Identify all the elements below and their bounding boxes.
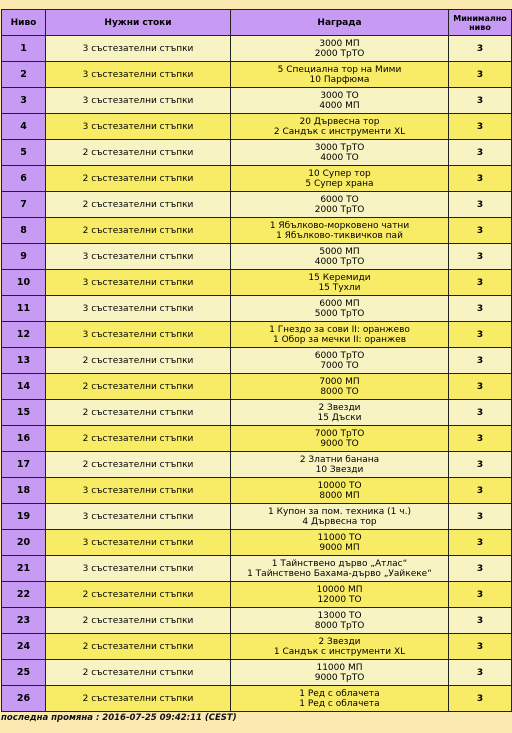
level-cell: 17 xyxy=(2,452,46,478)
reward-cell xyxy=(231,426,449,452)
reward-line: 2 Звезди xyxy=(318,636,361,647)
table-row xyxy=(2,36,512,62)
goods-cell: 2 състезателни стъпки xyxy=(46,140,231,166)
rewards-table xyxy=(1,9,512,712)
reward-cell xyxy=(231,530,449,556)
min-level-cell: 3 xyxy=(449,478,512,504)
reward-line: 2000 ТрТО xyxy=(314,48,365,59)
level-cell: 8 xyxy=(2,218,46,244)
level-cell: 10 xyxy=(2,270,46,296)
goods-cell: 2 състезателни стъпки xyxy=(46,218,231,244)
reward-cell xyxy=(231,504,449,530)
reward-line: 15 Тухли xyxy=(318,282,361,293)
table-row xyxy=(2,478,512,504)
reward-line: 6000 ТрТО xyxy=(314,350,365,361)
reward-cell xyxy=(231,270,449,296)
reward-cell xyxy=(231,374,449,400)
level-cell: 16 xyxy=(2,426,46,452)
reward-cell xyxy=(231,114,449,140)
table-body xyxy=(2,36,512,712)
reward-line: 4000 ТрТО xyxy=(314,256,365,267)
min-level-cell: 3 xyxy=(449,400,512,426)
reward-line: 7000 ТО xyxy=(320,360,359,371)
level-cell: 3 xyxy=(2,88,46,114)
level-cell: 13 xyxy=(2,348,46,374)
level-cell: 18 xyxy=(2,478,46,504)
min-level-cell: 3 xyxy=(449,608,512,634)
reward-cell xyxy=(231,686,449,712)
min-level-cell: 3 xyxy=(449,218,512,244)
table-row xyxy=(2,660,512,686)
table-row xyxy=(2,556,512,582)
reward-line: 7000 МП xyxy=(319,376,360,387)
table-row xyxy=(2,218,512,244)
reward-line: 20 Дървесна тор xyxy=(299,116,380,127)
level-cell: 1 xyxy=(2,36,46,62)
reward-line: 5 Специална тор на Мими xyxy=(277,64,402,75)
reward-line: 4000 ТО xyxy=(320,152,359,163)
reward-line: 1 Ябълково-тиквичков пай xyxy=(276,230,403,241)
reward-cell xyxy=(231,192,449,218)
min-level-cell: 3 xyxy=(449,426,512,452)
reward-cell xyxy=(231,348,449,374)
header-goods: Нужни стоки xyxy=(46,10,231,36)
min-level-cell: 3 xyxy=(449,140,512,166)
goods-cell: 2 състезателни стъпки xyxy=(46,426,231,452)
goods-cell: 2 състезателни стъпки xyxy=(46,608,231,634)
level-cell: 4 xyxy=(2,114,46,140)
table-row xyxy=(2,348,512,374)
goods-cell: 3 състезателни стъпки xyxy=(46,62,231,88)
table-row xyxy=(2,140,512,166)
min-level-cell: 3 xyxy=(449,556,512,582)
reward-cell xyxy=(231,582,449,608)
reward-cell xyxy=(231,62,449,88)
header-reward: Награда xyxy=(231,10,449,36)
reward-line: 5 Супер храна xyxy=(305,178,374,189)
goods-cell: 3 състезателни стъпки xyxy=(46,88,231,114)
reward-line: 3000 ТО xyxy=(320,90,359,101)
reward-line: 1 Сандък с инструменти XL xyxy=(273,646,406,657)
reward-cell xyxy=(231,166,449,192)
level-cell: 21 xyxy=(2,556,46,582)
level-cell: 2 xyxy=(2,62,46,88)
level-cell: 22 xyxy=(2,582,46,608)
table-row xyxy=(2,244,512,270)
goods-cell: 2 състезателни стъпки xyxy=(46,400,231,426)
reward-line: 15 Дъски xyxy=(317,412,362,423)
reward-line: 6000 МП xyxy=(319,298,360,309)
reward-line: 3000 МП xyxy=(319,38,360,49)
goods-cell: 2 състезателни стъпки xyxy=(46,452,231,478)
table-row xyxy=(2,530,512,556)
reward-line: 1 Тайнствено дърво „Атлас“ xyxy=(271,558,408,569)
goods-cell: 3 състезателни стъпки xyxy=(46,36,231,62)
table-row xyxy=(2,400,512,426)
level-cell: 11 xyxy=(2,296,46,322)
reward-line: 8000 ТО xyxy=(320,386,359,397)
level-cell: 15 xyxy=(2,400,46,426)
reward-cell xyxy=(231,296,449,322)
min-level-cell: 3 xyxy=(449,192,512,218)
level-cell: 25 xyxy=(2,660,46,686)
reward-cell xyxy=(231,36,449,62)
reward-line: 13000 ТО xyxy=(317,610,362,621)
reward-cell xyxy=(231,660,449,686)
goods-cell: 2 състезателни стъпки xyxy=(46,660,231,686)
table-row xyxy=(2,582,512,608)
reward-line: 1 Обор за мечки II: оранжев xyxy=(272,334,407,345)
goods-cell: 2 състезателни стъпки xyxy=(46,686,231,712)
reward-cell xyxy=(231,244,449,270)
min-level-cell: 3 xyxy=(449,296,512,322)
min-level-cell: 3 xyxy=(449,452,512,478)
min-level-cell: 3 xyxy=(449,504,512,530)
table-row xyxy=(2,192,512,218)
level-cell: 23 xyxy=(2,608,46,634)
reward-line: 9000 ТО xyxy=(320,438,359,449)
min-level-cell: 3 xyxy=(449,530,512,556)
goods-cell: 3 състезателни стъпки xyxy=(46,244,231,270)
reward-line: 11000 ТО xyxy=(317,532,362,543)
min-level-cell: 3 xyxy=(449,634,512,660)
reward-cell xyxy=(231,608,449,634)
reward-line: 15 Керемиди xyxy=(308,272,371,283)
reward-line: 9000 МП xyxy=(319,542,360,553)
reward-line: 7000 ТрТО xyxy=(314,428,365,439)
level-cell: 26 xyxy=(2,686,46,712)
reward-line: 1 Ябълково-морковено чатни xyxy=(269,220,410,231)
table-row xyxy=(2,270,512,296)
reward-line: 1 Ред с облачета xyxy=(299,698,380,709)
level-cell: 6 xyxy=(2,166,46,192)
min-level-cell: 3 xyxy=(449,374,512,400)
goods-cell: 3 състезателни стъпки xyxy=(46,556,231,582)
reward-line: 1 Тайнствено Бахама-дърво „Уайкеке“ xyxy=(247,568,432,579)
min-level-cell: 3 xyxy=(449,36,512,62)
header-level: Ниво xyxy=(2,10,46,36)
goods-cell: 3 състезателни стъпки xyxy=(46,504,231,530)
min-level-cell: 3 xyxy=(449,270,512,296)
reward-line: 2 Сандък с инструменти XL xyxy=(273,126,406,137)
goods-cell: 2 състезателни стъпки xyxy=(46,348,231,374)
reward-line: 1 Гнездо за сови II: оранжево xyxy=(269,324,410,335)
min-level-cell: 3 xyxy=(449,166,512,192)
min-level-cell: 3 xyxy=(449,660,512,686)
goods-cell: 2 състезателни стъпки xyxy=(46,634,231,660)
reward-line: 10 Парфюма xyxy=(309,74,370,85)
goods-cell: 3 състезателни стъпки xyxy=(46,114,231,140)
reward-line: 2000 ТрТО xyxy=(314,204,365,215)
reward-line: 11000 МП xyxy=(316,662,363,673)
reward-cell xyxy=(231,634,449,660)
table-row xyxy=(2,62,512,88)
reward-line: 1 Ред с облачета xyxy=(299,688,380,699)
level-cell: 7 xyxy=(2,192,46,218)
reward-cell xyxy=(231,140,449,166)
last-change-note: последна промяна : 2016-07-25 09:42:11 (CEST) xyxy=(1,713,237,723)
min-level-cell: 3 xyxy=(449,62,512,88)
reward-line: 10000 ТО xyxy=(317,480,362,491)
goods-cell: 3 състезателни стъпки xyxy=(46,530,231,556)
min-level-cell: 3 xyxy=(449,348,512,374)
reward-line: 2 Златни банана xyxy=(299,454,380,465)
table-row xyxy=(2,166,512,192)
table-row xyxy=(2,452,512,478)
min-level-cell: 3 xyxy=(449,322,512,348)
goods-cell: 3 състезателни стъпки xyxy=(46,296,231,322)
table-header-row xyxy=(2,10,512,36)
level-cell: 20 xyxy=(2,530,46,556)
reward-line: 5000 МП xyxy=(319,246,360,257)
goods-cell: 3 състезателни стъпки xyxy=(46,322,231,348)
table-row xyxy=(2,608,512,634)
min-level-cell: 3 xyxy=(449,686,512,712)
goods-cell: 2 състезателни стъпки xyxy=(46,192,231,218)
table-row xyxy=(2,426,512,452)
min-level-cell: 3 xyxy=(449,582,512,608)
table-row xyxy=(2,322,512,348)
goods-cell: 2 състезателни стъпки xyxy=(46,582,231,608)
reward-line: 10 Звезди xyxy=(315,464,364,475)
level-cell: 14 xyxy=(2,374,46,400)
reward-line: 8000 ТрТО xyxy=(314,620,365,631)
table-row xyxy=(2,114,512,140)
table-row xyxy=(2,504,512,530)
level-cell: 5 xyxy=(2,140,46,166)
min-level-cell: 3 xyxy=(449,244,512,270)
table-row xyxy=(2,634,512,660)
goods-cell: 2 състезателни стъпки xyxy=(46,374,231,400)
table-row xyxy=(2,686,512,712)
level-cell: 24 xyxy=(2,634,46,660)
reward-cell xyxy=(231,452,449,478)
reward-line: 4 Дървесна тор xyxy=(302,516,377,527)
reward-cell xyxy=(231,322,449,348)
reward-cell xyxy=(231,400,449,426)
reward-line: 1 Купон за пом. техника (1 ч.) xyxy=(268,506,411,517)
header-min-level: Минимално ниво xyxy=(449,10,512,36)
goods-cell: 3 състезателни стъпки xyxy=(46,478,231,504)
reward-line: 9000 ТрТО xyxy=(314,672,365,683)
reward-cell xyxy=(231,556,449,582)
min-level-cell: 3 xyxy=(449,114,512,140)
reward-line: 5000 ТрТО xyxy=(314,308,365,319)
table-row xyxy=(2,374,512,400)
reward-line: 12000 ТО xyxy=(317,594,362,605)
reward-cell xyxy=(231,88,449,114)
reward-line: 10 Супер тор xyxy=(308,168,371,179)
reward-line: 3000 ТрТО xyxy=(314,142,365,153)
reward-cell xyxy=(231,478,449,504)
reward-line: 8000 МП xyxy=(319,490,360,501)
table-row xyxy=(2,88,512,114)
goods-cell: 3 състезателни стъпки xyxy=(46,270,231,296)
reward-line: 10000 МП xyxy=(316,584,363,595)
reward-line: 6000 ТО xyxy=(320,194,359,205)
reward-line: 2 Звезди xyxy=(318,402,361,413)
goods-cell: 2 състезателни стъпки xyxy=(46,166,231,192)
level-cell: 12 xyxy=(2,322,46,348)
reward-cell xyxy=(231,218,449,244)
min-level-cell: 3 xyxy=(449,88,512,114)
table-row xyxy=(2,296,512,322)
reward-line: 4000 МП xyxy=(319,100,360,111)
level-cell: 9 xyxy=(2,244,46,270)
level-cell: 19 xyxy=(2,504,46,530)
